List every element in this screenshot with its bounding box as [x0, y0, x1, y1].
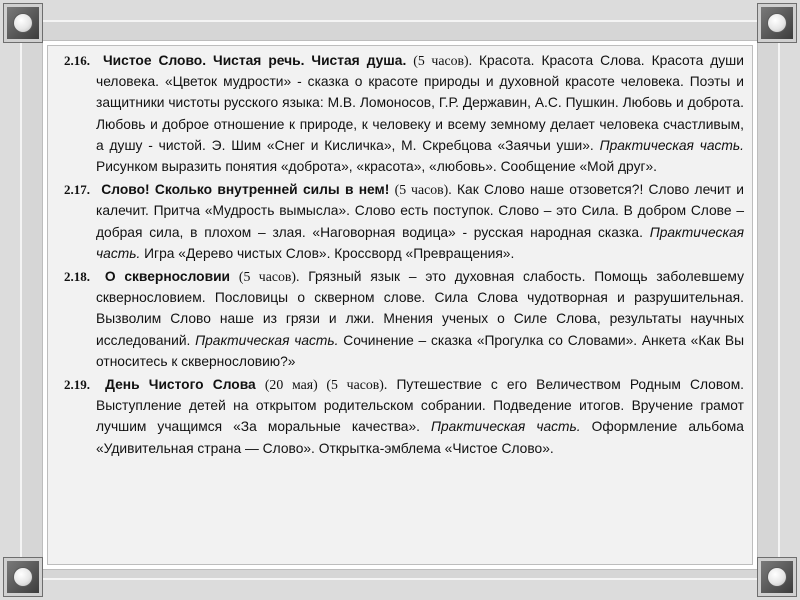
- section-text: Путешествие с его Величеством Родным Словом. Выступление детей на открытом родительском собрании. Подведение итогов. Вручение грамот лучшим учащимся «За моральные качества».: [96, 377, 745, 435]
- corner-ornament-bottom-left-icon: [4, 558, 42, 596]
- section-practical-text: Игра «Дерево чистых Слов». Кроссворд «Превращения».: [144, 245, 515, 261]
- corner-ornament-top-right-icon: [758, 4, 796, 42]
- section-practical-text: Сочинение – сказка «Прогулка со Словами». Анкета «Как Вы относитесь к сквернословию?»: [96, 332, 744, 369]
- section-practical-text: Рисунком выразить понятия «доброта», «красота», «любовь». Сообщение «Мой друг».: [96, 159, 658, 175]
- section-title: Чистое Слово. Чистая речь. Чистая душа.: [102, 53, 407, 68]
- section-2-17: [64, 179, 744, 264]
- section-title: День Чистого Слова: [105, 377, 256, 393]
- section-number: 2.16.: [64, 53, 90, 68]
- section-title: Слово! Сколько внутренней силы в нем!: [101, 182, 390, 198]
- section-hours: (5 часов).: [238, 269, 300, 285]
- section-text: Грязный язык – это духовная слабость. Помощь заболевшему сквернословием. Пословицы о скверном слове. Сила Слова чудотворная и разрушительная. Вызволим Слово наше из грязи и лжи. Мнения ученых о Силе Слова, результаты научных исследований.: [96, 269, 744, 348]
- section-text: Красота. Красота Слова. Красота души человека. «Цветок мудрости» - сказка о красоте природы и духовной красоте человека. Поэты и защитники чистоты русского языка: М.В. Ломоносов, Г.Р. Державин, А.С. Пушкин. Любовь и доброта. Любовь и доброе отношение к природе, к человеку и всему земному делает человека счастливым, а душу - чистой. Э. Шим «Снег и Кисличка», М. Скребцова «Заячьи уши».: [96, 53, 744, 153]
- section-practical-label: Практическая часть.: [431, 419, 581, 435]
- document-body: [64, 50, 744, 461]
- section-title: О сквернословии: [104, 269, 231, 285]
- section-hours: (5 часов).: [394, 182, 452, 198]
- section-hours: (5 часов).: [413, 53, 473, 68]
- section-practical-label: Практическая часть.: [599, 137, 744, 153]
- section-2-19: [64, 374, 744, 459]
- section-text: Как Слово наше отзовется?! Слово лечит и калечит. Притча «Мудрость вымысла». Слово есть поступок. Слово – это Сила. В добром Слове – добрая сила, в плохом – злая. «Наговорная водица» - русская народная сказка.: [96, 182, 745, 240]
- section-number: 2.17.: [64, 182, 90, 198]
- section-number: 2.19.: [64, 377, 90, 393]
- section-2-16: [64, 50, 744, 177]
- corner-ornament-top-left-icon: [4, 4, 42, 42]
- section-number: 2.18.: [64, 269, 90, 285]
- section-2-18: [64, 266, 744, 372]
- corner-ornament-bottom-right-icon: [758, 558, 796, 596]
- section-hours: (20 мая) (5 часов).: [264, 377, 388, 393]
- section-practical-text: Оформление альбома «Удивительная страна — Слово». Открытка-эмблема «Чистое Слово».: [96, 419, 744, 456]
- section-practical-label: Практическая часть.: [195, 332, 339, 348]
- section-practical-label: Практическая часть.: [96, 224, 744, 261]
